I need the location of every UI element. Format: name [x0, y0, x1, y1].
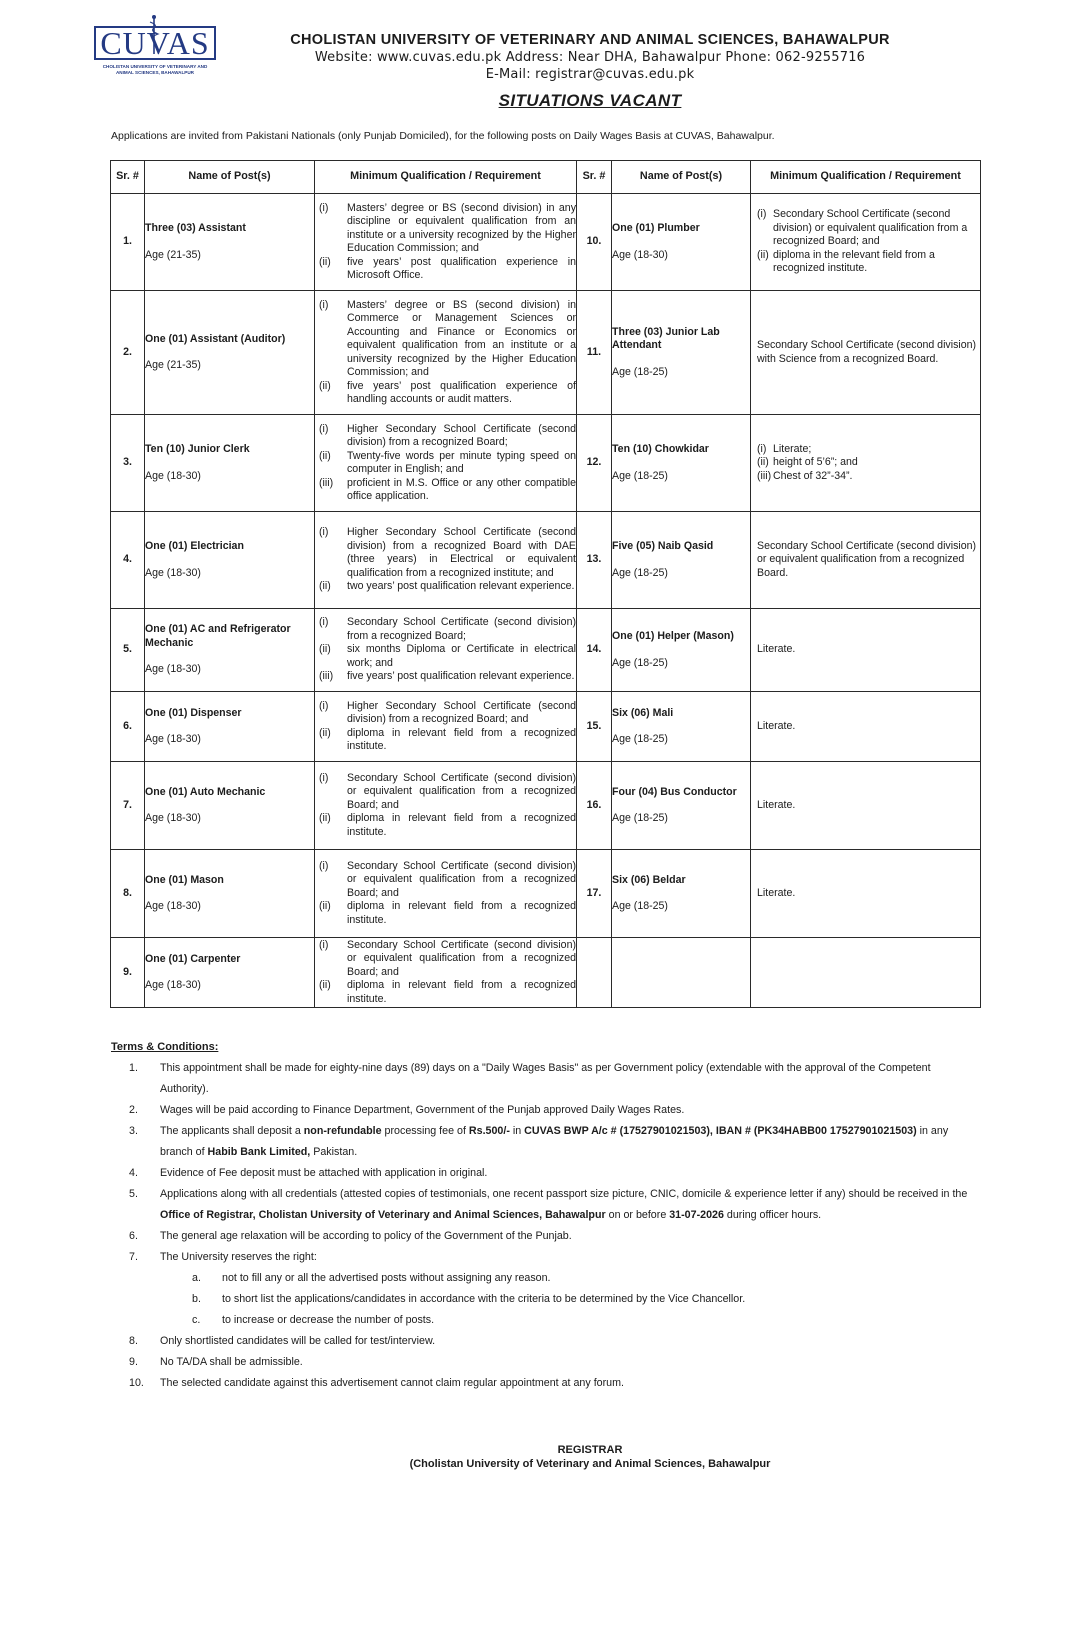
requirement-text: diploma in relevant field from a recognized institute. [347, 812, 576, 838]
post-cell [145, 512, 315, 609]
cuvas-logo [94, 14, 216, 80]
term-text-bold: Rs.500/- [468, 1125, 510, 1137]
term-subitem [160, 1289, 981, 1310]
requirement-text: five years’ post qualification experience of handling accounts or audit matters. [347, 379, 576, 405]
requirement-text: Secondary School Certificate (second division) or equivalent qualification from a recognized Board; and [773, 208, 968, 248]
post-name: One (01) Auto Mechanic [145, 785, 266, 798]
post-name: One (01) Plumber [612, 222, 700, 234]
requirement-text: diploma in relevant field from a recognized institute. [347, 726, 576, 752]
post-cell [145, 415, 315, 512]
page-heading: SITUATIONS VACANT [498, 91, 682, 110]
requirement-cell [751, 609, 981, 692]
post-cell [612, 415, 751, 512]
post-cell [612, 291, 751, 415]
requirement-cell [751, 194, 981, 291]
requirement-number: (ii) [319, 449, 331, 462]
table-row [111, 850, 981, 938]
signature-org: (Cholistan University of Veterinary and Animal Sciences, Bahawalpur [409, 1458, 771, 1470]
requirement-number: (i) [319, 771, 329, 784]
requirement-cell [315, 291, 577, 415]
requirement-item [751, 208, 980, 249]
term-number: 5. [129, 1188, 138, 1200]
requirement-cell [751, 291, 981, 415]
table-row [111, 609, 981, 692]
serial-cell: 14. [577, 609, 612, 692]
term-text [160, 1184, 981, 1226]
requirement-cell [315, 609, 577, 692]
requirement-item [751, 456, 980, 470]
serial-cell: 7. [111, 762, 145, 850]
term-text-part: processing fee of [381, 1125, 469, 1137]
serial-cell: 3. [111, 415, 145, 512]
post-name: One (01) Electrician [145, 540, 244, 552]
requirement-text: Literate. [757, 719, 796, 732]
requirement-text: Secondary School Certificate (second division) or equivalent qualification from a recognized Board; and [347, 771, 576, 811]
terms-list [111, 1058, 981, 1394]
requirement-text: Secondary School Certificate (second division) with Science from a recognized Board. [757, 339, 977, 365]
requirement-number: (i) [319, 859, 329, 872]
post-cell [612, 512, 751, 609]
requirement-number: (ii) [319, 643, 331, 656]
term-item [111, 1100, 981, 1121]
term-text [160, 1247, 981, 1268]
post-cell [145, 692, 315, 762]
requirement-text: Literate. [757, 643, 796, 656]
requirement-item [751, 470, 980, 484]
requirement-cell [315, 692, 577, 762]
requirement-item [315, 670, 576, 684]
serial-cell: 5. [111, 609, 145, 692]
requirement-item [315, 979, 576, 1006]
term-item [111, 1163, 981, 1184]
serial-cell: 4. [111, 512, 145, 609]
post-age: Age (18-30) [145, 469, 201, 482]
post-name: One (01) Dispenser [145, 706, 242, 719]
requirement-cell [315, 850, 577, 938]
requirement-cell [751, 762, 981, 850]
term-text [160, 1352, 981, 1373]
post-name: Six (06) Beldar [612, 873, 686, 886]
post-cell [612, 194, 751, 291]
term-text-part: in any branch of [160, 1125, 949, 1158]
post-name: Ten (10) Chowkidar [612, 443, 709, 455]
serial-cell: 8. [111, 850, 145, 938]
term-text-bold: non-refundable [303, 1125, 382, 1137]
requirement-item [315, 643, 576, 670]
requirement-item [315, 580, 576, 594]
requirement-number: (ii) [319, 812, 331, 825]
requirement-item [315, 477, 576, 504]
term-text-part: during officer hours. [723, 1209, 822, 1221]
requirement-text: Masters’ degree or BS (second division) in any discipline or equivalent qualification from an institute or a university recognized by the Higher Education Commission; and [347, 201, 576, 254]
col-header-requirement: Minimum Qualification / Requirement [315, 161, 577, 194]
requirement-item [315, 727, 576, 754]
serial-cell: 16. [577, 762, 612, 850]
term-item [111, 1352, 981, 1373]
table-header-row [111, 161, 981, 194]
col-header-requirement: Minimum Qualification / Requirement [751, 161, 981, 194]
term-text [160, 1226, 981, 1247]
requirement-cell [315, 938, 577, 1008]
term-text-bold: Habib Bank Limited, [207, 1146, 311, 1158]
term-subitem [160, 1268, 981, 1289]
contact-line: Website: www.cuvas.edu.pk Address: Near DHA, Bahawalpur Phone: 062-9255716 [314, 50, 866, 65]
post-name: One (01) AC and Refrigerator Mechanic [145, 623, 291, 649]
requirement-text: Higher Secondary School Certificate (second division) from a recognized Board; and [347, 699, 576, 725]
requirement-number: (ii) [757, 248, 769, 261]
logo-wordmark: CUVAS [94, 26, 216, 60]
col-header-post: Name of Post(s) [145, 161, 315, 194]
requirement-text: proficient in M.S. Office or any other compatible office application. [347, 476, 576, 502]
post-age: Age (18-25) [612, 812, 668, 824]
serial-cell: 13. [577, 512, 612, 609]
requirement-cell [315, 194, 577, 291]
post-cell [612, 692, 751, 762]
post-cell [145, 938, 315, 1008]
requirement-number: (i) [757, 442, 767, 455]
post-age: Age (18-30) [145, 566, 201, 579]
col-header-sr: Sr. # [111, 161, 145, 194]
requirement-number: (ii) [319, 580, 331, 593]
requirement-text: six months Diploma or Certificate in electrical work; and [347, 643, 576, 669]
requirement-item [315, 450, 576, 477]
requirement-cell [751, 415, 981, 512]
requirement-item [751, 249, 980, 276]
term-subitem-letter: b. [192, 1293, 201, 1305]
requirement-text: Chest of 32”-34”. [773, 469, 853, 482]
post-name: One (01) Helper (Mason) [612, 630, 734, 642]
logo-subtitle: CHOLISTAN UNIVERSITY OF VETERINARY AND ANIMAL SCIENCES, BAHAWALPUR [102, 64, 208, 75]
term-number: 7. [129, 1251, 138, 1263]
requirement-number: (iii) [757, 469, 772, 482]
requirement-item [751, 443, 980, 457]
term-number: 6. [129, 1230, 138, 1242]
term-text-bold: 31-07-2026 [669, 1209, 724, 1221]
term-text-part: in [509, 1125, 525, 1137]
term-text [160, 1121, 981, 1163]
post-cell [612, 850, 751, 938]
term-number: 1. [129, 1062, 138, 1074]
requirement-text: five years’ post qualification relevant experience. [347, 670, 575, 683]
serial-cell: 10. [577, 194, 612, 291]
post-age: Age (18-30) [145, 663, 201, 676]
requirement-item [315, 939, 576, 980]
requirement-cell [315, 512, 577, 609]
posts-table [110, 160, 981, 1008]
term-text-part: Applications along with all credentials (attested copies of testimonials, one recent passport size picture, CNIC, domicile & experience letter if any) should be received in the [160, 1188, 968, 1200]
requirement-text: two years’ post qualification relevant experience. [347, 580, 575, 593]
serial-cell: 6. [111, 692, 145, 762]
term-text-part: The selected candidate against this advertisement cannot claim regular appointment at any forum. [160, 1377, 624, 1389]
term-item [111, 1184, 981, 1226]
requirement-number: (i) [757, 208, 767, 221]
post-cell [145, 291, 315, 415]
serial-cell: 12. [577, 415, 612, 512]
post-age: Age (18-25) [612, 656, 668, 669]
term-subitem-letter: c. [192, 1314, 201, 1326]
term-number: 9. [129, 1356, 138, 1368]
term-text-part: The general age relaxation will be according to policy of the Government of the Punjab. [160, 1230, 572, 1242]
serial-cell: 9. [111, 938, 145, 1008]
signature-title: REGISTRAR [557, 1444, 623, 1456]
requirement-cell [751, 850, 981, 938]
requirement-number: (ii) [757, 456, 769, 469]
term-item [111, 1373, 981, 1394]
table-row [111, 762, 981, 850]
term-text-part: Evidence of Fee deposit must be attached with application in original. [160, 1167, 488, 1179]
requirement-cell [315, 762, 577, 850]
requirement-item [315, 700, 576, 727]
term-text-part: This appointment shall be made for eighty-nine days (89) days on a "Daily Wages Basis" as per Government policy (extendable with the approval of the Competent Authority). [160, 1062, 931, 1095]
requirement-item [315, 772, 576, 813]
requirement-text: Literate. [757, 886, 796, 899]
term-text-part: Pakistan. [310, 1146, 358, 1158]
requirement-text: Secondary School Certificate (second division) or equivalent qualification from a recognized Board; and [347, 859, 576, 899]
post-name: One (01) Carpenter [145, 952, 241, 965]
requirement-text: Secondary School Certificate (second division) from a recognized Board; [347, 616, 576, 642]
requirement-item [315, 380, 576, 407]
post-name: Five (05) Naib Qasid [612, 540, 714, 552]
table-row [111, 512, 981, 609]
post-cell [612, 609, 751, 692]
requirement-text: Secondary School Certificate (second division) or equivalent qualification from a recognized Board; and [347, 938, 576, 978]
term-subitem-text: to increase or decrease the number of posts. [222, 1314, 435, 1326]
requirement-item [315, 202, 576, 256]
post-age: Age (18-25) [612, 733, 668, 745]
post-name: Four (04) Bus Conductor [612, 785, 737, 798]
post-cell [612, 762, 751, 850]
serial-cell: 2. [111, 291, 145, 415]
term-number: 8. [129, 1335, 138, 1347]
post-age: Age (18-25) [612, 365, 668, 378]
requirement-cell [751, 938, 981, 1008]
term-text-part: No TA/DA shall be admissible. [160, 1356, 303, 1368]
serial-cell: 11. [577, 291, 612, 415]
requirement-item [315, 900, 576, 927]
university-title: CHOLISTAN UNIVERSITY OF VETERINARY AND ANIMAL SCIENCES, BAHAWALPUR [290, 32, 890, 48]
requirement-cell [751, 692, 981, 762]
requirement-item [315, 423, 576, 450]
requirement-number: (ii) [319, 979, 331, 992]
post-cell [145, 609, 315, 692]
requirement-number: (iii) [319, 670, 334, 683]
requirement-text: Higher Secondary School Certificate (second division) from a recognized Board; [347, 422, 576, 448]
post-age: Age (18-30) [145, 733, 201, 745]
col-header-post: Name of Post(s) [612, 161, 751, 194]
term-number: 10. [129, 1377, 144, 1389]
term-item [111, 1226, 981, 1247]
post-cell [145, 762, 315, 850]
post-name: One (01) Assistant (Auditor) [145, 332, 286, 345]
post-age: Age (18-25) [612, 900, 668, 912]
term-text-part: The University reserves the right: [160, 1251, 317, 1263]
requirement-cell [315, 415, 577, 512]
term-text [160, 1373, 981, 1394]
serial-cell: 1. [111, 194, 145, 291]
requirement-text: diploma in relevant field from a recognized institute. [347, 900, 576, 926]
requirement-text: diploma in relevant field from a recognized institute. [347, 979, 576, 1005]
term-text-bold: Office of Registrar, Cholistan University of Veterinary and Animal Sciences, Bahawalpur [160, 1209, 606, 1221]
table-row [111, 938, 981, 1008]
requirement-number: (ii) [319, 255, 331, 268]
term-text-bold: CUVAS BWP A/c # (17527901021503), IBAN # (PK34HABB00 17527901021503) [524, 1125, 917, 1137]
requirement-number: (i) [319, 298, 329, 311]
requirement-number: (i) [319, 616, 329, 629]
requirement-number: (ii) [319, 726, 331, 739]
requirement-number: (i) [319, 422, 329, 435]
serial-cell: 17. [577, 850, 612, 938]
term-subitem [160, 1310, 981, 1331]
requirement-item [315, 860, 576, 901]
term-text-part: on or before [605, 1209, 670, 1221]
term-number: 2. [129, 1104, 138, 1116]
intro-text: Applications are invited from Pakistani Nationals (only Punjab Domiciled), for the following posts on Daily Wages Basis at CUVAS, Bahawalpur. [111, 130, 775, 142]
post-age: Age (18-30) [145, 979, 201, 991]
requirement-number: (i) [319, 201, 329, 214]
serial-cell: 15. [577, 692, 612, 762]
terms-heading: Terms & Conditions: [111, 1041, 219, 1053]
terms-section [111, 1037, 981, 1394]
requirement-number: (i) [319, 938, 329, 951]
requirement-text: Masters’ degree or BS (second division) in Commerce or Management Sciences or Accounting and Finance or Economics or equivalent qualification from an institute or a university recognized by the Higher Education Commission; and [347, 298, 576, 378]
term-text-part: Only shortlisted candidates will be called for test/interview. [160, 1335, 436, 1347]
term-item [111, 1058, 981, 1100]
post-age: Age (18-25) [612, 566, 668, 579]
table-row [111, 194, 981, 291]
post-age: Age (18-30) [145, 812, 201, 824]
post-name: Ten (10) Junior Clerk [145, 443, 250, 455]
requirement-text: Literate. [757, 798, 796, 811]
post-age: Age (21-35) [145, 248, 201, 261]
term-text [160, 1058, 981, 1100]
requirement-number: (ii) [319, 379, 331, 392]
requirement-text: Secondary School Certificate (second division) or equivalent qualification from a recognized Board. [757, 539, 977, 579]
term-text [160, 1100, 981, 1121]
term-number: 4. [129, 1167, 138, 1179]
term-subitem-text: to short list the applications/candidates in accordance with the criteria to be determined by the Vice Chancellor. [222, 1293, 746, 1305]
table-row [111, 291, 981, 415]
term-subitem-letter: a. [192, 1272, 201, 1284]
post-age: Age (18-30) [612, 248, 668, 261]
requirement-text: diploma in the relevant field from a recognized institute. [773, 248, 935, 275]
post-age: Age (21-35) [145, 359, 201, 371]
term-number: 3. [129, 1125, 138, 1137]
post-name: Three (03) Junior Lab Attendant [612, 325, 720, 352]
post-cell [145, 194, 315, 291]
post-name: One (01) Mason [145, 873, 224, 886]
col-header-sr: Sr. # [577, 161, 612, 194]
requirement-number: (iii) [319, 476, 334, 489]
requirement-text: Twenty-five words per minute typing speed on computer in English; and [347, 449, 576, 475]
requirement-item [315, 616, 576, 643]
term-text [160, 1163, 981, 1184]
post-cell [612, 938, 751, 1008]
email-line: E-Mail: registrar@cuvas.edu.pk [485, 67, 695, 82]
requirement-number: (i) [319, 699, 329, 712]
term-item [111, 1121, 981, 1163]
term-item [111, 1247, 981, 1268]
requirement-item [315, 526, 576, 580]
requirement-number: (ii) [319, 900, 331, 913]
requirement-cell [751, 512, 981, 609]
requirement-text: Literate; [773, 442, 812, 455]
post-name: Six (06) Mali [612, 706, 674, 719]
requirement-item [315, 812, 576, 839]
requirement-item [315, 256, 576, 283]
table-row [111, 692, 981, 762]
table-row [111, 415, 981, 512]
term-text-part: The applicants shall deposit a [160, 1125, 304, 1137]
requirement-item [315, 299, 576, 380]
term-item [111, 1331, 981, 1352]
requirement-number: (i) [319, 526, 329, 539]
requirement-text: five years’ post qualification experience in Microsoft Office. [347, 255, 576, 281]
requirement-text: height of 5’6”; and [773, 456, 858, 469]
post-age: Age (18-30) [145, 900, 201, 912]
term-text [160, 1331, 981, 1352]
post-age: Age (18-25) [612, 469, 668, 482]
term-subitem-text: not to fill any or all the advertised posts without assigning any reason. [222, 1272, 551, 1284]
serial-cell [577, 938, 612, 1008]
post-cell [145, 850, 315, 938]
post-name: Three (03) Assistant [145, 222, 246, 234]
term-text-part: Wages will be paid according to Finance Department, Government of the Punjab approved Daily Wages Rates. [160, 1104, 685, 1116]
requirement-text: Higher Secondary School Certificate (second division) from a recognized Board with DAE (three years) in Electrical or equivalent qualification from a recognized institute; and [347, 526, 576, 579]
